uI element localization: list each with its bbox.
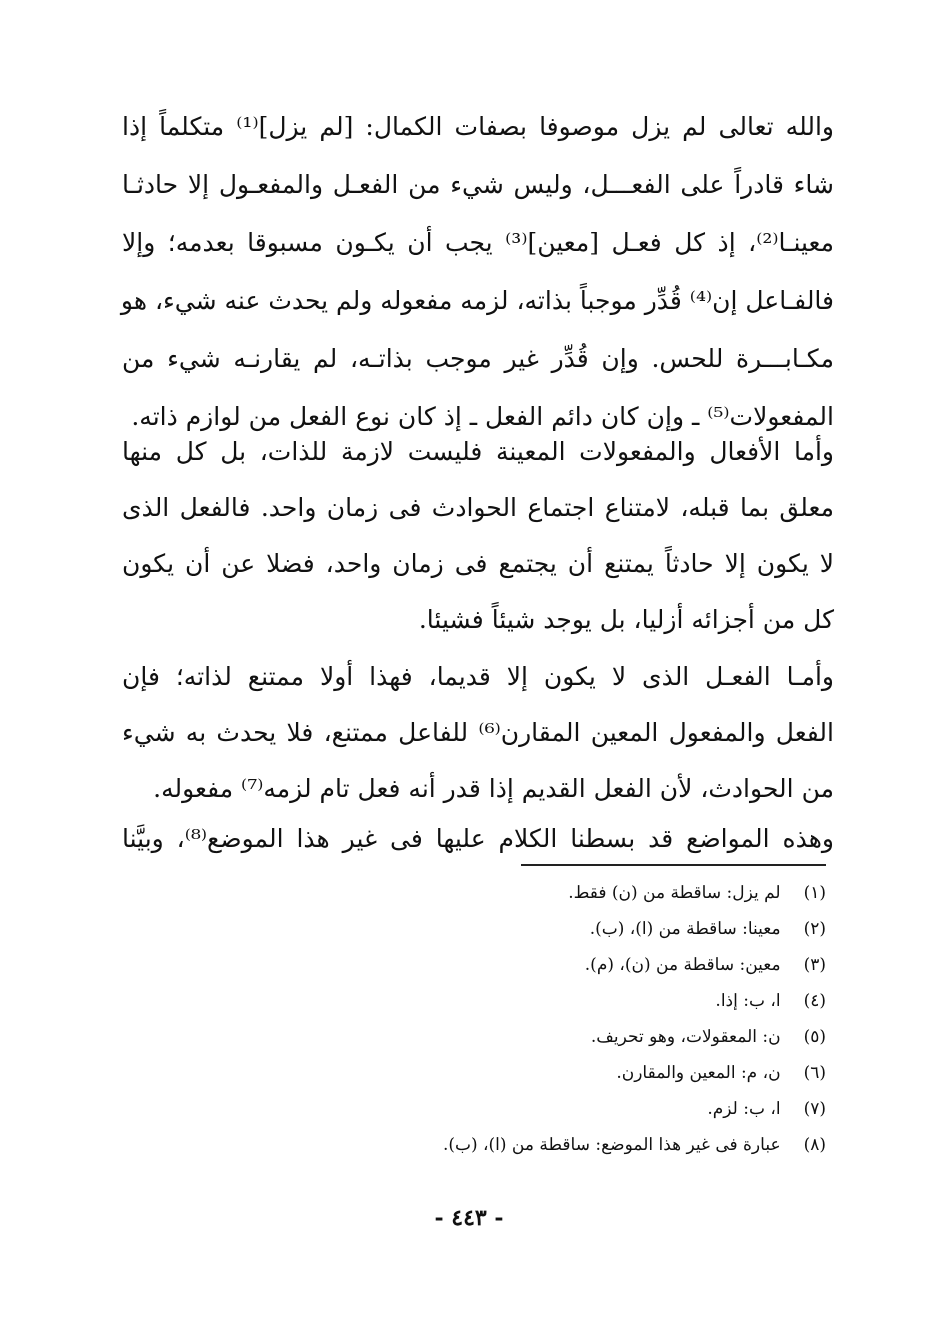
- footnote-7: [707, 1091, 826, 1127]
- text-line: معينـا⁽²⁾، إذ كل فعـل [معين]⁽³⁾ يجب أن يكـون مسبوقا بعدمه؛ وإلا: [122, 228, 834, 257]
- paragraph-1: [122, 98, 834, 446]
- footnote-number: (٧): [803, 1099, 826, 1119]
- text-line: لا يكون إلا حادثاً يمتنع أن يجتمع فى زمان واحد، فضلا عن أن يكون: [122, 549, 834, 578]
- footnote-text: معين: ساقطة من (ن)، (م).: [584, 955, 781, 975]
- footnote-text: لم يزل: ساقطة من (ن) فقط.: [568, 883, 781, 903]
- footnote-1: [568, 875, 826, 911]
- footnote-number: (٥): [803, 1027, 826, 1047]
- text-line: فالفـاعل إن⁽⁴⁾ قُدِّر موجباً بذاته، لزمه مفعوله ولم يحدث عنه شيء، هو: [120, 286, 834, 315]
- text-line: والله تعالى لم يزل موصوفا بصفات الكمال: [لم يزل]⁽¹⁾ متكلماً إذا: [122, 112, 834, 141]
- page-number: - ٤٤٣ -: [434, 1205, 504, 1231]
- footnote-separator: [521, 864, 826, 866]
- text-line: مكـابـــرة للحس. وإن قُدِّر غير موجب بذاتـه، لم يقارنـه شيء من: [122, 344, 834, 373]
- footnote-number: (٤): [803, 991, 826, 1011]
- text-line: شاء قادراً على الفعـــل، وليس شيء من الفعـل والمفعـول إلا حادثـا: [122, 170, 834, 199]
- footnote-text: ن، م: المعين والمقارن.: [616, 1063, 781, 1083]
- footnote-6: [616, 1055, 826, 1091]
- text-line: المفعولات⁽⁵⁾ ـ وإن كان دائم الفعل ـ إذ كان نوع الفعل من لوازم ذاته.: [131, 402, 834, 431]
- text-line: وهذه المواضع قد بسطنا الكلام عليها فى غير هذا الموضع⁽⁸⁾، وبيَّنا: [122, 824, 834, 853]
- footnote-text: ا، ب: لزم.: [707, 1099, 781, 1119]
- text-line: كل من أجزائه أزليا، بل يوجد شيئاً فشيئا.: [418, 605, 834, 634]
- footnote-8: [443, 1127, 826, 1163]
- footnote-2: [590, 911, 826, 947]
- footnote-number: (٣): [803, 955, 826, 975]
- text-line: وأمـا الفعـل الذى لا يكون إلا قديما، فهذا أولا ممتنع لذاته؛ فإن: [122, 662, 834, 691]
- footnote-number: (١): [803, 883, 826, 903]
- footnote-number: (٨): [803, 1135, 826, 1155]
- footnote-number: (٢): [803, 919, 826, 939]
- footnote-5: [591, 1019, 826, 1055]
- footnote-text: معينا: ساقطة من (ا)، (ب).: [589, 919, 781, 939]
- text-line: وأما الأفعال والمفعولات المعينة فليست لازمة للذات، بل كل منها: [122, 437, 834, 466]
- footnote-text: ا، ب: إذا.: [715, 991, 781, 1011]
- paragraph-3: [122, 648, 834, 880]
- footnote-3: [585, 947, 826, 983]
- text-line: الفعل والمفعول المعين المقارن⁽⁶⁾ للفاعل ممتنع، فلا يحدث به شيء: [122, 718, 834, 747]
- text-line: معلق بما قبله، لامتناع اجتماع الحوادث فى زمان واحد. فالفعل الذى: [122, 493, 834, 522]
- footnote-text: ن: المعقولات، وهو تحريف.: [590, 1027, 781, 1047]
- text-line: من الحوادث، لأن الفعل القديم إذا قدر أنه فعل تام لزمه⁽⁷⁾ مفعوله.: [153, 774, 834, 803]
- footnote-4: [715, 983, 826, 1019]
- paragraph-2: [122, 423, 834, 655]
- footnote-text: عبارة فى غير هذا الموضع: ساقطة من (ا)، (ب).: [442, 1135, 781, 1155]
- footnote-number: (٦): [803, 1063, 826, 1083]
